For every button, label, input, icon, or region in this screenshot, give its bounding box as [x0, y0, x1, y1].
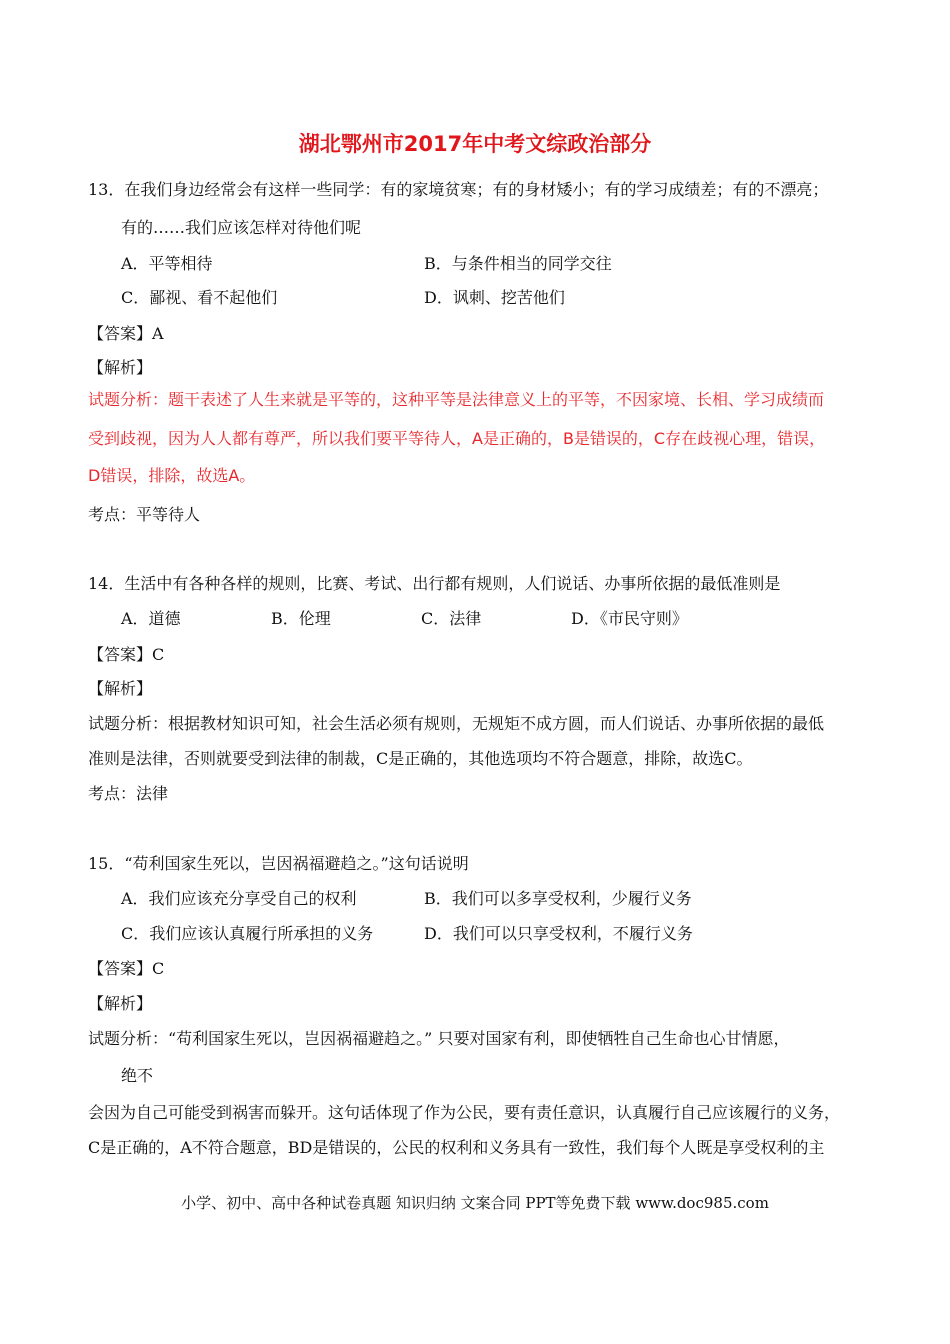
q13-option-b: B．与条件相当的同学交往	[424, 254, 612, 273]
q13-analysis-line: 试题分析：题干表述了人生来就是平等的，这种平等是法律意义上的平等，不因家境、长相、学习成绩而	[88, 390, 825, 409]
q15-analysis-line: C是正确的，A不符合题意，BD是错误的，公民的权利和义务具有一致性，我们每个人既是享受权利的主	[88, 1138, 825, 1157]
q14-stem: 14．生活中有各种各样的规则，比赛、考试、出行都有规则，人们说话、办事所依据的最低准则是	[88, 574, 781, 593]
q15-analysis-line: 会因为自己可能受到祸害而躲开。这句话体现了作为公民，要有责任意识，认真履行自己应该履行的义务，	[88, 1103, 841, 1122]
q13-option-d: D．讽刺、挖苦他们	[424, 288, 565, 307]
q15-stem: 15．“苟利国家生死以，岂因祸福避趋之。”这句话说明	[88, 854, 469, 873]
page-footer: 小学、初中、高中各种试卷真题 知识归纳 文案合同 PPT等免费下载 www.doc985.com	[181, 1194, 769, 1212]
q13-analysis-label: 【解析】	[88, 358, 153, 377]
q15-option-c: C．我们应该认真履行所承担的义务	[121, 924, 374, 943]
q13-stem-line2: 有的……我们应该怎样对待他们呢	[121, 218, 362, 237]
q14-analysis-line: 准则是法律，否则就要受到法律的制裁，C是正确的，其他选项均不符合题意，排除，故选C。	[88, 749, 753, 768]
q14-option-d: D．《市民守则》	[571, 609, 688, 628]
q14-analysis-line: 试题分析：根据教材知识可知，社会生活必须有规则，无规矩不成方圆，而人们说话、办事所依据的最低	[88, 714, 825, 733]
q15-analysis-label: 【解析】	[88, 994, 153, 1013]
q15-analysis-line: 绝不	[121, 1066, 154, 1085]
q13-point: 考点：平等待人	[88, 505, 201, 524]
q15-answer: 【答案】C	[88, 959, 165, 978]
q13-option-a: A．平等相待	[121, 254, 213, 273]
q13-analysis-line: D错误，排除，故选A。	[88, 466, 256, 485]
q13-option-c: C．鄙视、看不起他们	[121, 288, 278, 307]
q14-answer: 【答案】C	[88, 645, 165, 664]
q13-analysis-line: 受到歧视，因为人人都有尊严，所以我们要平等待人，A是正确的，B是错误的，C存在歧视心理，错误，	[88, 429, 826, 448]
q14-option-a: A．道德	[121, 609, 181, 628]
q13-answer: 【答案】A	[88, 324, 164, 343]
q15-option-d: D．我们可以只享受权利，不履行义务	[424, 924, 693, 943]
page-title: 湖北鄂州市2017年中考文综政治部分	[298, 132, 652, 156]
q13-stem-line1: 13．在我们身边经常会有这样一些同学：有的家境贫寒；有的身材矮小；有的学习成绩差；有的不漂亮；	[88, 180, 829, 199]
q15-option-a: A．我们应该充分享受自己的权利	[121, 889, 357, 908]
q14-option-b: B．伦理	[271, 609, 331, 628]
q14-option-c: C．法律	[421, 609, 482, 628]
q14-point: 考点：法律	[88, 784, 169, 803]
q14-analysis-label: 【解析】	[88, 679, 153, 698]
q15-option-b: B．我们可以多享受权利，少履行义务	[424, 889, 692, 908]
q15-analysis-line: 试题分析：“苟利国家生死以，岂因祸福避趋之。” 只要对国家有利，即使牺牲自己生命也心甘情愿，	[88, 1029, 790, 1048]
